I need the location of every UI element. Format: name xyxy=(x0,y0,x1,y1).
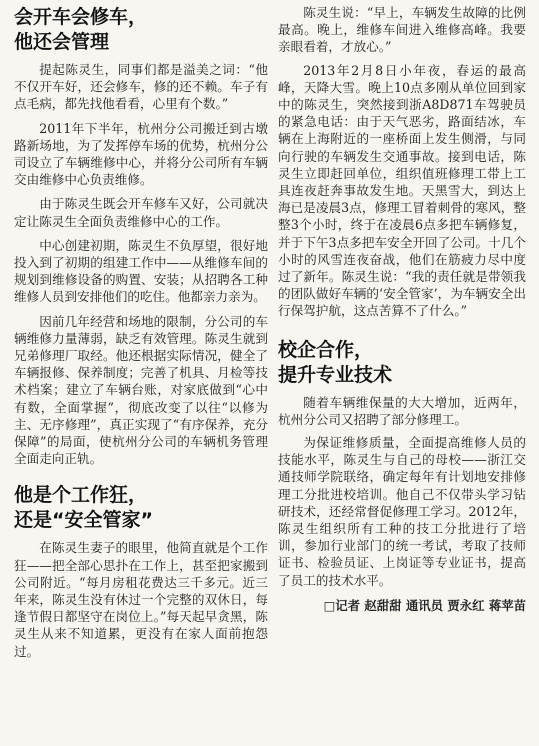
section2-heading-line1: 他是个工作狂， xyxy=(14,484,148,507)
section3-paragraph: 随着车辆维保量的大大增加，近两年，杭州分公司又招聘了部分修理工。 xyxy=(278,394,526,427)
right-column xyxy=(278,0,526,614)
section2-body-start xyxy=(14,539,268,659)
section2-paragraph: 在陈灵生妻子的眼里，他简直就是个工作狂——把全部心思扑在工作上，甚至把家搬到公司附近。“每月房租花费达三千多元。近三年来，陈灵生没有休过一个完整的双休日，每逢节假日都坚守在岗位上。”每天起早贪黑，陈灵生从来不知道累，更没有在家人面前抱怨过。 xyxy=(14,540,268,659)
section1-heading-line1: 会开车会修车， xyxy=(14,6,148,28)
section3-heading-line1: 校企合作， xyxy=(278,338,374,361)
section3-heading xyxy=(278,338,526,388)
section2-body-continued xyxy=(278,4,526,320)
section3-body xyxy=(278,394,526,589)
section1-body xyxy=(14,61,268,467)
left-column xyxy=(14,0,268,660)
section1-paragraph: 中心创建初期，陈灵生不负厚望，很好地投入到了初期的组建工作中——从维修车间的规划到维修设备的购置、安装；从招聘各工种维修人员到安排他们的吃住。他都亲力亲为。 xyxy=(14,237,268,305)
section1-paragraph: 2011年下半年，杭州分公司搬迁到古墩路新场地，为了发挥停车场的优势，杭州分公司设立了车辆维修中心，并将分公司所有车辆交由维修中心负责维修。 xyxy=(14,120,268,188)
section2-paragraph: 陈灵生说：“早上，车辆发生故障的比例最高。晚上，维修车间进入维修高峰。我要亲眼看着，才放心。” xyxy=(278,5,526,55)
section3-heading-line2: 提升专业技术 xyxy=(278,363,393,386)
section1-heading-line2: 他还会管理 xyxy=(14,31,110,53)
section2-heading xyxy=(14,483,268,533)
section1-paragraph: 提起陈灵生，同事们都是溢美之词：“他不仅开车好，还会修车，修的还不赖。车子有点毛病，都先找他看看，心里有个数。” xyxy=(14,62,268,112)
author-byline: □记者 赵甜甜 通讯员 贾永红 蒋苹苗 xyxy=(323,597,526,613)
section2-paragraph: 2013年2月8日小年夜，春运的最高峰，天降大雪。晚上10点多刚从单位回到家中的陈灵生，突然接到浙A8D871车驾驶员的紧急电话：由于天气恶劣，路面结冰，车辆在上海附近的一座桥面上发生侧滑，与同向行驶的车辆发生交通事故。接到电话，陈灵生立即赶回单位，组织值班修理工带上工具连夜赶奔事故发生地。天黑雪大，到达上海已是凌晨3点，修理工冒着刺骨的寒风，整整3个小时，终于在凌晨6点多把车辆修复，并于下午3点多把车安全开回了公司。十几个小时的风雪连夜奋战，他们在筋疲力尽中度过了新年。陈灵生说：“我的责任就是带领我的团队做好车辆的‘安全管家’，为车辆安全出行保驾护航，这点苦算不了什么。” xyxy=(278,62,526,319)
section2-heading-line2: 还是“安全管家” xyxy=(14,509,153,532)
section3-paragraph: 为保证维修质量，全面提高维修人员的技能水平，陈灵生与自己的母校——浙江交通技师学院联络，确定每年有计划地安排修理工分批进校培训。他自己不仅带头学习钻研技术，还经常督促修理工学习。2012年，陈灵生组织所有工种的技工分批进行了培训，参加行业部门的统一考试，考取了技师证书、检验员证、上岗证等专业证书，提高了员工的技术水平。 xyxy=(278,435,526,588)
section1-heading xyxy=(14,5,268,55)
section1-paragraph: 因前几年经营和场地的限制，分公司的车辆维修力量薄弱，缺乏有效管理。陈灵生就到兄弟修理厂取经。他还根据实际情况，健全了车辆报修、保养制度；完善了机具、月检等技术档案；建立了车辆台账，对家底做到“心中有数，全面掌握”，彻底改变了以往“以修为主、无序修理”，真正实现了“有序保养，充分保障”的局面，使杭州分公司的车辆机务管理全面走向正轨。 xyxy=(14,313,268,467)
section1-paragraph: 由于陈灵生既会开车修车又好，公司就决定让陈灵生全面负责维修中心的工作。 xyxy=(14,196,268,229)
